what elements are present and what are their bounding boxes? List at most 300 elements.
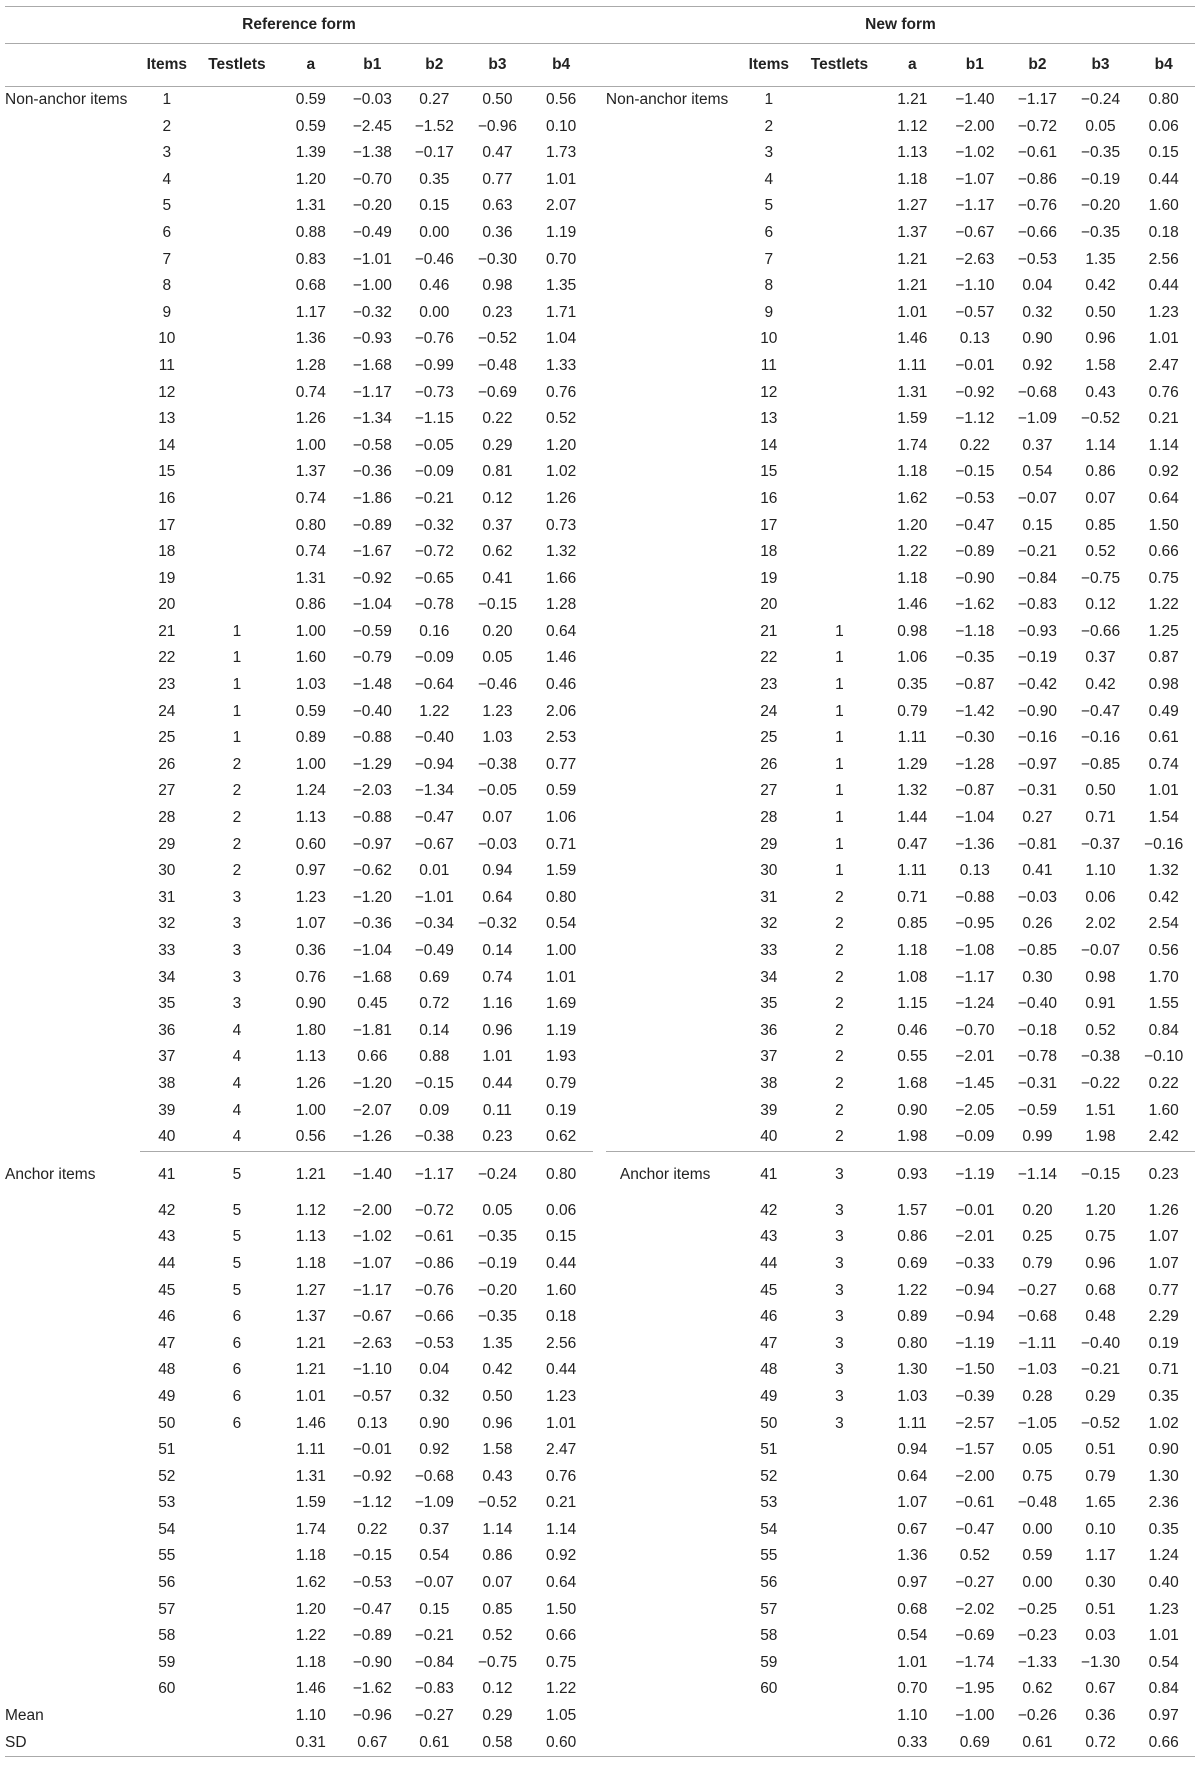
ref-cell: 1.35 xyxy=(546,277,577,295)
new-cell xyxy=(798,353,881,380)
new-summary-cell: 1.10 xyxy=(897,1707,928,1725)
new-cell: 0.26 xyxy=(1022,915,1053,933)
ref-cell: 9 xyxy=(162,303,172,321)
ref-cell: −0.48 xyxy=(477,356,518,374)
new-cell: −1.08 xyxy=(955,942,995,959)
ref-cell: −0.96 xyxy=(477,117,518,135)
new-cell: 2 xyxy=(835,1128,844,1146)
ref-cell: −0.93 xyxy=(352,330,392,348)
new-cell: −0.52 xyxy=(1080,1414,1121,1432)
new-cell: −1.36 xyxy=(955,835,995,853)
ref-cell xyxy=(194,220,280,247)
new-cell: 0.52 xyxy=(959,1547,990,1565)
ref-cell: −0.88 xyxy=(352,809,392,827)
ref-cell: 33 xyxy=(158,942,176,959)
ref-cell: 0.00 xyxy=(419,303,450,321)
new-cell: −0.76 xyxy=(1017,197,1058,215)
new-cell: 0.42 xyxy=(1148,888,1179,906)
new-summary-cell: 0.72 xyxy=(1069,1730,1133,1757)
ref-cell: 5 xyxy=(162,197,172,215)
ref-cell: 47 xyxy=(158,1334,176,1352)
ref-cell: 1 xyxy=(140,87,194,114)
new-cell: −0.93 xyxy=(1017,622,1058,640)
new-cell: 1.50 xyxy=(1148,516,1179,534)
ref-cell: 3 xyxy=(232,968,242,986)
new-cell: −2.02 xyxy=(955,1600,995,1618)
ref-cell: 1.00 xyxy=(295,755,326,773)
ref-cell: −0.34 xyxy=(414,915,454,933)
ref-cell xyxy=(194,87,280,114)
ref-cell: 21 xyxy=(158,622,176,640)
ref-cell: −0.36 xyxy=(352,915,392,933)
new-cell: 56 xyxy=(760,1574,778,1592)
new-cell: 1 xyxy=(835,809,844,827)
ref-cell: 1.46 xyxy=(295,1680,326,1698)
table-row xyxy=(5,1384,1195,1411)
new-cell xyxy=(798,1517,881,1544)
new-cell: 0.47 xyxy=(897,835,928,853)
new-cell xyxy=(798,300,881,327)
ref-cell: 0.62 xyxy=(482,543,513,561)
new-cell: 0.48 xyxy=(1085,1308,1116,1326)
new-cell: −0.89 xyxy=(955,543,995,561)
ref-cell: 7 xyxy=(162,250,172,268)
table-row xyxy=(5,1357,1195,1384)
new-cell: −1.10 xyxy=(955,277,995,295)
ref-cell: 0.97 xyxy=(295,862,326,880)
table-row xyxy=(5,1044,1195,1071)
new-cell: 0.28 xyxy=(1022,1387,1053,1405)
ref-cell: 0.16 xyxy=(419,622,450,640)
table-row xyxy=(5,965,1195,992)
new-cell: 0.77 xyxy=(1148,1281,1179,1299)
ref-cell: 1.26 xyxy=(546,489,577,507)
new-cell: −0.87 xyxy=(955,676,995,694)
ref-cell: 40 xyxy=(158,1128,176,1146)
ref-cell: 0.11 xyxy=(482,1101,512,1119)
ref-cell: 0.52 xyxy=(546,410,577,428)
ref-summary-cell: 0.29 xyxy=(482,1707,513,1725)
ref-cell: 0.66 xyxy=(546,1627,577,1645)
ref-cell: 2.53 xyxy=(546,729,577,747)
ref-cell: −1.68 xyxy=(352,356,392,374)
ref-cell: −0.03 xyxy=(477,835,518,853)
ref-col-header: b2 xyxy=(403,44,466,87)
new-cell: 1.25 xyxy=(1148,622,1179,640)
ref-cell: 0.18 xyxy=(546,1308,577,1326)
new-cell: 1.21 xyxy=(897,250,928,268)
new-cell: 40 xyxy=(760,1128,778,1146)
new-cell: −1.45 xyxy=(955,1074,995,1092)
ref-cell: 0.44 xyxy=(546,1361,577,1379)
new-cell: 2 xyxy=(835,968,844,986)
ref-cell xyxy=(194,140,280,167)
ref-summary-cell: 0.67 xyxy=(342,1730,403,1757)
ref-cell: 0.75 xyxy=(546,1653,577,1671)
ref-summary-cell: 0.61 xyxy=(403,1730,466,1757)
ref-cell: −1.01 xyxy=(352,250,392,268)
new-cell: −0.07 xyxy=(1017,489,1058,507)
new-cell: 60 xyxy=(760,1680,778,1698)
new-cell: −0.66 xyxy=(1080,622,1121,640)
ref-cell xyxy=(194,1437,280,1464)
new-cell: 0.00 xyxy=(1022,1574,1053,1592)
new-cell: 0.97 xyxy=(897,1574,928,1592)
ref-cell: 60 xyxy=(158,1680,176,1698)
ref-cell: 1.73 xyxy=(546,144,577,162)
ref-cell: 0.45 xyxy=(357,995,388,1013)
ref-cell: 6 xyxy=(162,223,172,241)
ref-cell: 0.54 xyxy=(419,1547,450,1565)
ref-cell: 1.14 xyxy=(546,1520,577,1538)
new-cell: 22 xyxy=(760,649,778,667)
new-cell: −1.17 xyxy=(955,968,995,986)
ref-cell: −1.52 xyxy=(414,117,454,135)
new-cell: −0.68 xyxy=(1017,383,1058,401)
ref-cell: 0.80 xyxy=(295,516,326,534)
new-cell: −0.48 xyxy=(1017,1494,1058,1512)
ref-cell: −0.01 xyxy=(352,1441,392,1459)
new-cell: 1.11 xyxy=(897,729,927,747)
new-cell xyxy=(798,1437,881,1464)
ref-cell: 2.06 xyxy=(546,702,577,720)
new-cell: −0.72 xyxy=(1017,117,1058,135)
new-cell: −1.14 xyxy=(1006,1151,1069,1198)
new-summary-cell: −0.26 xyxy=(1017,1707,1058,1725)
new-cell: 0.41 xyxy=(1022,862,1053,880)
new-cell xyxy=(798,87,881,114)
ref-cell: 0.60 xyxy=(295,835,326,853)
ref-cell: 6 xyxy=(232,1361,242,1379)
ref-cell xyxy=(194,167,280,194)
ref-cell: −0.40 xyxy=(352,702,392,720)
ref-cell: 1.13 xyxy=(295,1228,326,1246)
new-cell: 0.27 xyxy=(1022,809,1053,827)
new-cell: 1.21 xyxy=(897,277,928,295)
new-cell: −0.09 xyxy=(955,1128,995,1146)
ref-cell: 46 xyxy=(158,1308,176,1326)
ref-cell: 0.64 xyxy=(546,622,577,640)
ref-cell: 29 xyxy=(158,835,176,853)
ref-cell: 0.96 xyxy=(482,1021,513,1039)
table-row xyxy=(5,539,1195,566)
ref-cell: 0.85 xyxy=(482,1600,513,1618)
ref-cell: 17 xyxy=(158,516,176,534)
ref-cell: 0.74 xyxy=(295,543,326,561)
new-cell: −1.09 xyxy=(1017,410,1058,428)
ref-cell: 1 xyxy=(232,622,242,640)
ref-cell: −0.47 xyxy=(414,809,454,827)
new-cell: −0.31 xyxy=(1017,1074,1058,1092)
new-cell: 0.51 xyxy=(1085,1441,1116,1459)
new-cell: 1.23 xyxy=(1148,303,1179,321)
table-row xyxy=(5,592,1195,619)
ref-cell: 45 xyxy=(158,1281,176,1299)
new-cell: −0.22 xyxy=(1080,1074,1121,1092)
new-cell: −2.57 xyxy=(955,1414,995,1432)
new-col-header: a xyxy=(881,44,944,87)
ref-cell: 1.60 xyxy=(295,649,326,667)
new-cell: −0.84 xyxy=(1017,569,1058,587)
new-cell xyxy=(798,273,881,300)
ref-cell: −1.62 xyxy=(352,1680,392,1698)
new-cell: −1.57 xyxy=(955,1441,995,1459)
new-cell xyxy=(798,513,881,540)
new-cell: 1.98 xyxy=(1085,1128,1116,1146)
new-cell: 0.94 xyxy=(897,1441,928,1459)
ref-cell: 41 xyxy=(140,1151,194,1198)
new-cell: 52 xyxy=(760,1467,778,1485)
new-cell: 50 xyxy=(760,1414,778,1432)
new-cell: 1.18 xyxy=(897,569,928,587)
table-row xyxy=(5,991,1195,1018)
new-cell: −1.19 xyxy=(944,1151,1007,1198)
ref-cell: −2.00 xyxy=(352,1201,392,1219)
new-cell xyxy=(798,1623,881,1650)
ref-cell: 5 xyxy=(194,1151,280,1198)
new-cell: 10 xyxy=(760,330,778,348)
new-cell: 32 xyxy=(760,915,778,933)
new-cell: 0.89 xyxy=(897,1308,928,1326)
new-cell: −0.85 xyxy=(1080,755,1121,773)
new-cell: 1 xyxy=(835,782,844,800)
table-row xyxy=(5,459,1195,486)
ref-cell: −0.94 xyxy=(414,755,454,773)
new-cell: 0.12 xyxy=(1085,596,1116,614)
table-row xyxy=(5,433,1195,460)
new-cell: 0.86 xyxy=(897,1228,928,1246)
ref-cell: 0.27 xyxy=(403,87,466,114)
new-cell: 6 xyxy=(764,223,774,241)
table-row xyxy=(5,1623,1195,1650)
new-cell: 46 xyxy=(760,1308,778,1326)
new-cell: 43 xyxy=(760,1228,778,1246)
new-cell: 0.70 xyxy=(897,1680,928,1698)
new-cell: 3 xyxy=(835,1281,844,1299)
new-cell: 41 xyxy=(740,1151,798,1198)
new-cell: 2 xyxy=(835,915,844,933)
ref-cell: 6 xyxy=(232,1334,242,1352)
new-cell: 0.98 xyxy=(1085,968,1116,986)
new-cell: 0.13 xyxy=(959,862,990,880)
ref-cell: −1.29 xyxy=(352,755,392,773)
ref-cell: 1.21 xyxy=(280,1151,341,1198)
new-cell: 1.30 xyxy=(1148,1467,1179,1485)
new-cell: −0.19 xyxy=(1080,170,1121,188)
ref-cell: 0.59 xyxy=(295,702,326,720)
new-cell: 1.32 xyxy=(1148,862,1179,880)
new-cell: 1.21 xyxy=(881,87,944,114)
new-cell: 1.10 xyxy=(1085,862,1116,880)
new-cell: −0.94 xyxy=(955,1281,995,1299)
ref-col-header: b3 xyxy=(466,44,530,87)
ref-cell: 39 xyxy=(158,1101,176,1119)
ref-cell xyxy=(194,406,280,433)
ref-cell: 52 xyxy=(158,1467,176,1485)
new-cell: 30 xyxy=(760,862,778,880)
ref-cell: −0.32 xyxy=(414,516,454,534)
ref-cell: −0.84 xyxy=(414,1653,454,1671)
new-cell: 0.92 xyxy=(1022,356,1053,374)
ref-cell: 1.19 xyxy=(546,223,577,241)
ref-cell: −0.07 xyxy=(414,1574,454,1592)
new-cell: 21 xyxy=(760,622,778,640)
ref-cell: 0.74 xyxy=(295,383,326,401)
new-cell: 0.74 xyxy=(1148,755,1179,773)
table-row xyxy=(5,353,1195,380)
ref-cell xyxy=(194,459,280,486)
new-cell: 14 xyxy=(760,436,778,454)
new-cell: 3 xyxy=(798,1151,881,1198)
ref-cell: 54 xyxy=(158,1520,176,1538)
ref-cell: 1.62 xyxy=(295,1574,326,1592)
ref-cell: 2 xyxy=(232,862,242,880)
new-cell: −1.74 xyxy=(955,1653,995,1671)
new-summary-cell: 0.33 xyxy=(881,1730,944,1757)
ref-cell: 8 xyxy=(162,277,172,295)
new-cell: 0.15 xyxy=(1148,144,1179,162)
new-cell: 0.21 xyxy=(1148,410,1179,428)
ref-cell: −1.00 xyxy=(352,277,392,295)
ref-cell: 0.36 xyxy=(295,942,326,959)
new-cell: 1 xyxy=(835,755,844,773)
ref-cell: −0.90 xyxy=(352,1653,392,1671)
new-cell xyxy=(798,566,881,593)
table-row xyxy=(5,300,1195,327)
ref-cell: 0.05 xyxy=(482,1201,513,1219)
new-cell: 1.15 xyxy=(897,995,928,1013)
ref-cell: 1.22 xyxy=(295,1627,326,1645)
new-cell: 0.79 xyxy=(1022,1254,1053,1272)
ref-cell: 2 xyxy=(232,755,242,773)
ref-cell xyxy=(194,1650,280,1677)
ref-cell: 0.77 xyxy=(546,755,577,773)
ref-cell: 0.23 xyxy=(482,303,513,321)
group-label: Anchor items xyxy=(606,1151,740,1198)
ref-col-header: Testlets xyxy=(194,44,280,87)
new-cell: 0.80 xyxy=(1132,87,1195,114)
ref-cell: 6 xyxy=(232,1414,242,1432)
new-cell: 0.85 xyxy=(897,915,928,933)
table-row xyxy=(5,805,1195,832)
ref-cell: 1.27 xyxy=(295,1281,326,1299)
table-row xyxy=(5,885,1195,912)
ref-cell xyxy=(194,486,280,513)
ref-cell: 49 xyxy=(158,1387,176,1405)
new-cell: 1.01 xyxy=(897,1653,928,1671)
table-row xyxy=(5,1304,1195,1331)
new-cell: 1.01 xyxy=(1148,330,1179,348)
new-cell: 18 xyxy=(760,543,778,561)
ref-summary-cell: 1.10 xyxy=(295,1707,326,1725)
table-row xyxy=(5,273,1195,300)
new-cell: −0.94 xyxy=(955,1308,995,1326)
new-cell: 1.65 xyxy=(1085,1494,1116,1512)
ref-cell: 0.73 xyxy=(546,516,577,534)
ref-cell: 1.59 xyxy=(546,862,577,880)
ref-cell: 0.00 xyxy=(419,223,450,241)
ref-cell: −1.34 xyxy=(352,410,392,428)
new-cell: −0.16 xyxy=(1144,835,1184,853)
ref-cell: −2.07 xyxy=(352,1101,392,1119)
new-cell: 0.15 xyxy=(1022,516,1053,534)
new-cell: 0.55 xyxy=(897,1048,928,1066)
ref-cell: 0.22 xyxy=(482,410,513,428)
table-row xyxy=(5,858,1195,885)
new-cell: −0.15 xyxy=(1069,1151,1133,1198)
new-cell: 1.01 xyxy=(1148,1627,1179,1645)
new-cell: 1 xyxy=(835,649,844,667)
new-cell: 0.05 xyxy=(1085,117,1116,135)
new-cell: 42 xyxy=(760,1201,778,1219)
new-cell: 0.13 xyxy=(959,330,990,348)
table-row xyxy=(5,114,1195,141)
ref-cell: 0.92 xyxy=(419,1441,450,1459)
ref-cell: −0.53 xyxy=(352,1574,392,1592)
ref-cell: −0.88 xyxy=(352,729,392,747)
ref-cell: 0.59 xyxy=(295,117,326,135)
new-cell: 44 xyxy=(760,1254,778,1272)
ref-cell: 0.37 xyxy=(482,516,513,534)
new-cell: 1 xyxy=(835,835,844,853)
new-cell: 1.54 xyxy=(1148,809,1179,827)
new-cell: 1.27 xyxy=(897,197,928,215)
ref-cell: 4 xyxy=(232,1101,242,1119)
ref-cell: 26 xyxy=(158,755,176,773)
new-cell: 0.07 xyxy=(1085,489,1116,507)
new-cell: 0.44 xyxy=(1148,170,1179,188)
new-cell: 0.90 xyxy=(897,1101,928,1119)
ref-cell: −0.05 xyxy=(477,782,518,800)
ref-cell: −0.49 xyxy=(352,223,392,241)
item-parameters-table xyxy=(5,6,1195,1757)
ref-cell: 1.01 xyxy=(546,1414,577,1432)
ref-cell: 1.13 xyxy=(295,809,326,827)
ref-cell: −0.69 xyxy=(477,383,518,401)
new-cell: 2 xyxy=(835,1021,844,1039)
ref-cell: 1.02 xyxy=(546,463,577,481)
new-cell: 1.58 xyxy=(1085,356,1116,374)
new-cell: 1.12 xyxy=(897,117,928,135)
ref-cell: 0.42 xyxy=(482,1361,513,1379)
ref-cell: 30 xyxy=(158,862,176,880)
new-cell: 24 xyxy=(760,702,778,720)
ref-cell: 0.21 xyxy=(546,1494,577,1512)
new-cell: 2 xyxy=(835,995,844,1013)
new-summary-cell: 0.69 xyxy=(944,1730,1007,1757)
ref-cell: 1.26 xyxy=(295,410,326,428)
new-cell: 0.03 xyxy=(1085,1627,1116,1645)
ref-cell: 16 xyxy=(158,489,176,507)
ref-cell: 1.33 xyxy=(546,356,577,374)
new-cell: 2 xyxy=(835,942,844,959)
new-cell: 45 xyxy=(760,1281,778,1299)
table-row xyxy=(5,513,1195,540)
new-cell: 1.02 xyxy=(1148,1414,1179,1432)
new-cell: 0.44 xyxy=(1148,277,1179,295)
new-cell: 0.46 xyxy=(897,1021,928,1039)
new-cell: 57 xyxy=(760,1600,778,1618)
new-cell: 0.30 xyxy=(1022,968,1053,986)
ref-cell: 0.68 xyxy=(295,277,326,295)
ref-cell: 0.69 xyxy=(419,968,450,986)
ref-cell: 0.14 xyxy=(482,942,513,959)
ref-cell: −0.76 xyxy=(414,330,454,348)
ref-cell: 0.56 xyxy=(529,87,593,114)
new-cell: 0.54 xyxy=(1148,1653,1179,1671)
ref-cell: −0.79 xyxy=(352,649,392,667)
ref-cell: 5 xyxy=(232,1228,242,1246)
